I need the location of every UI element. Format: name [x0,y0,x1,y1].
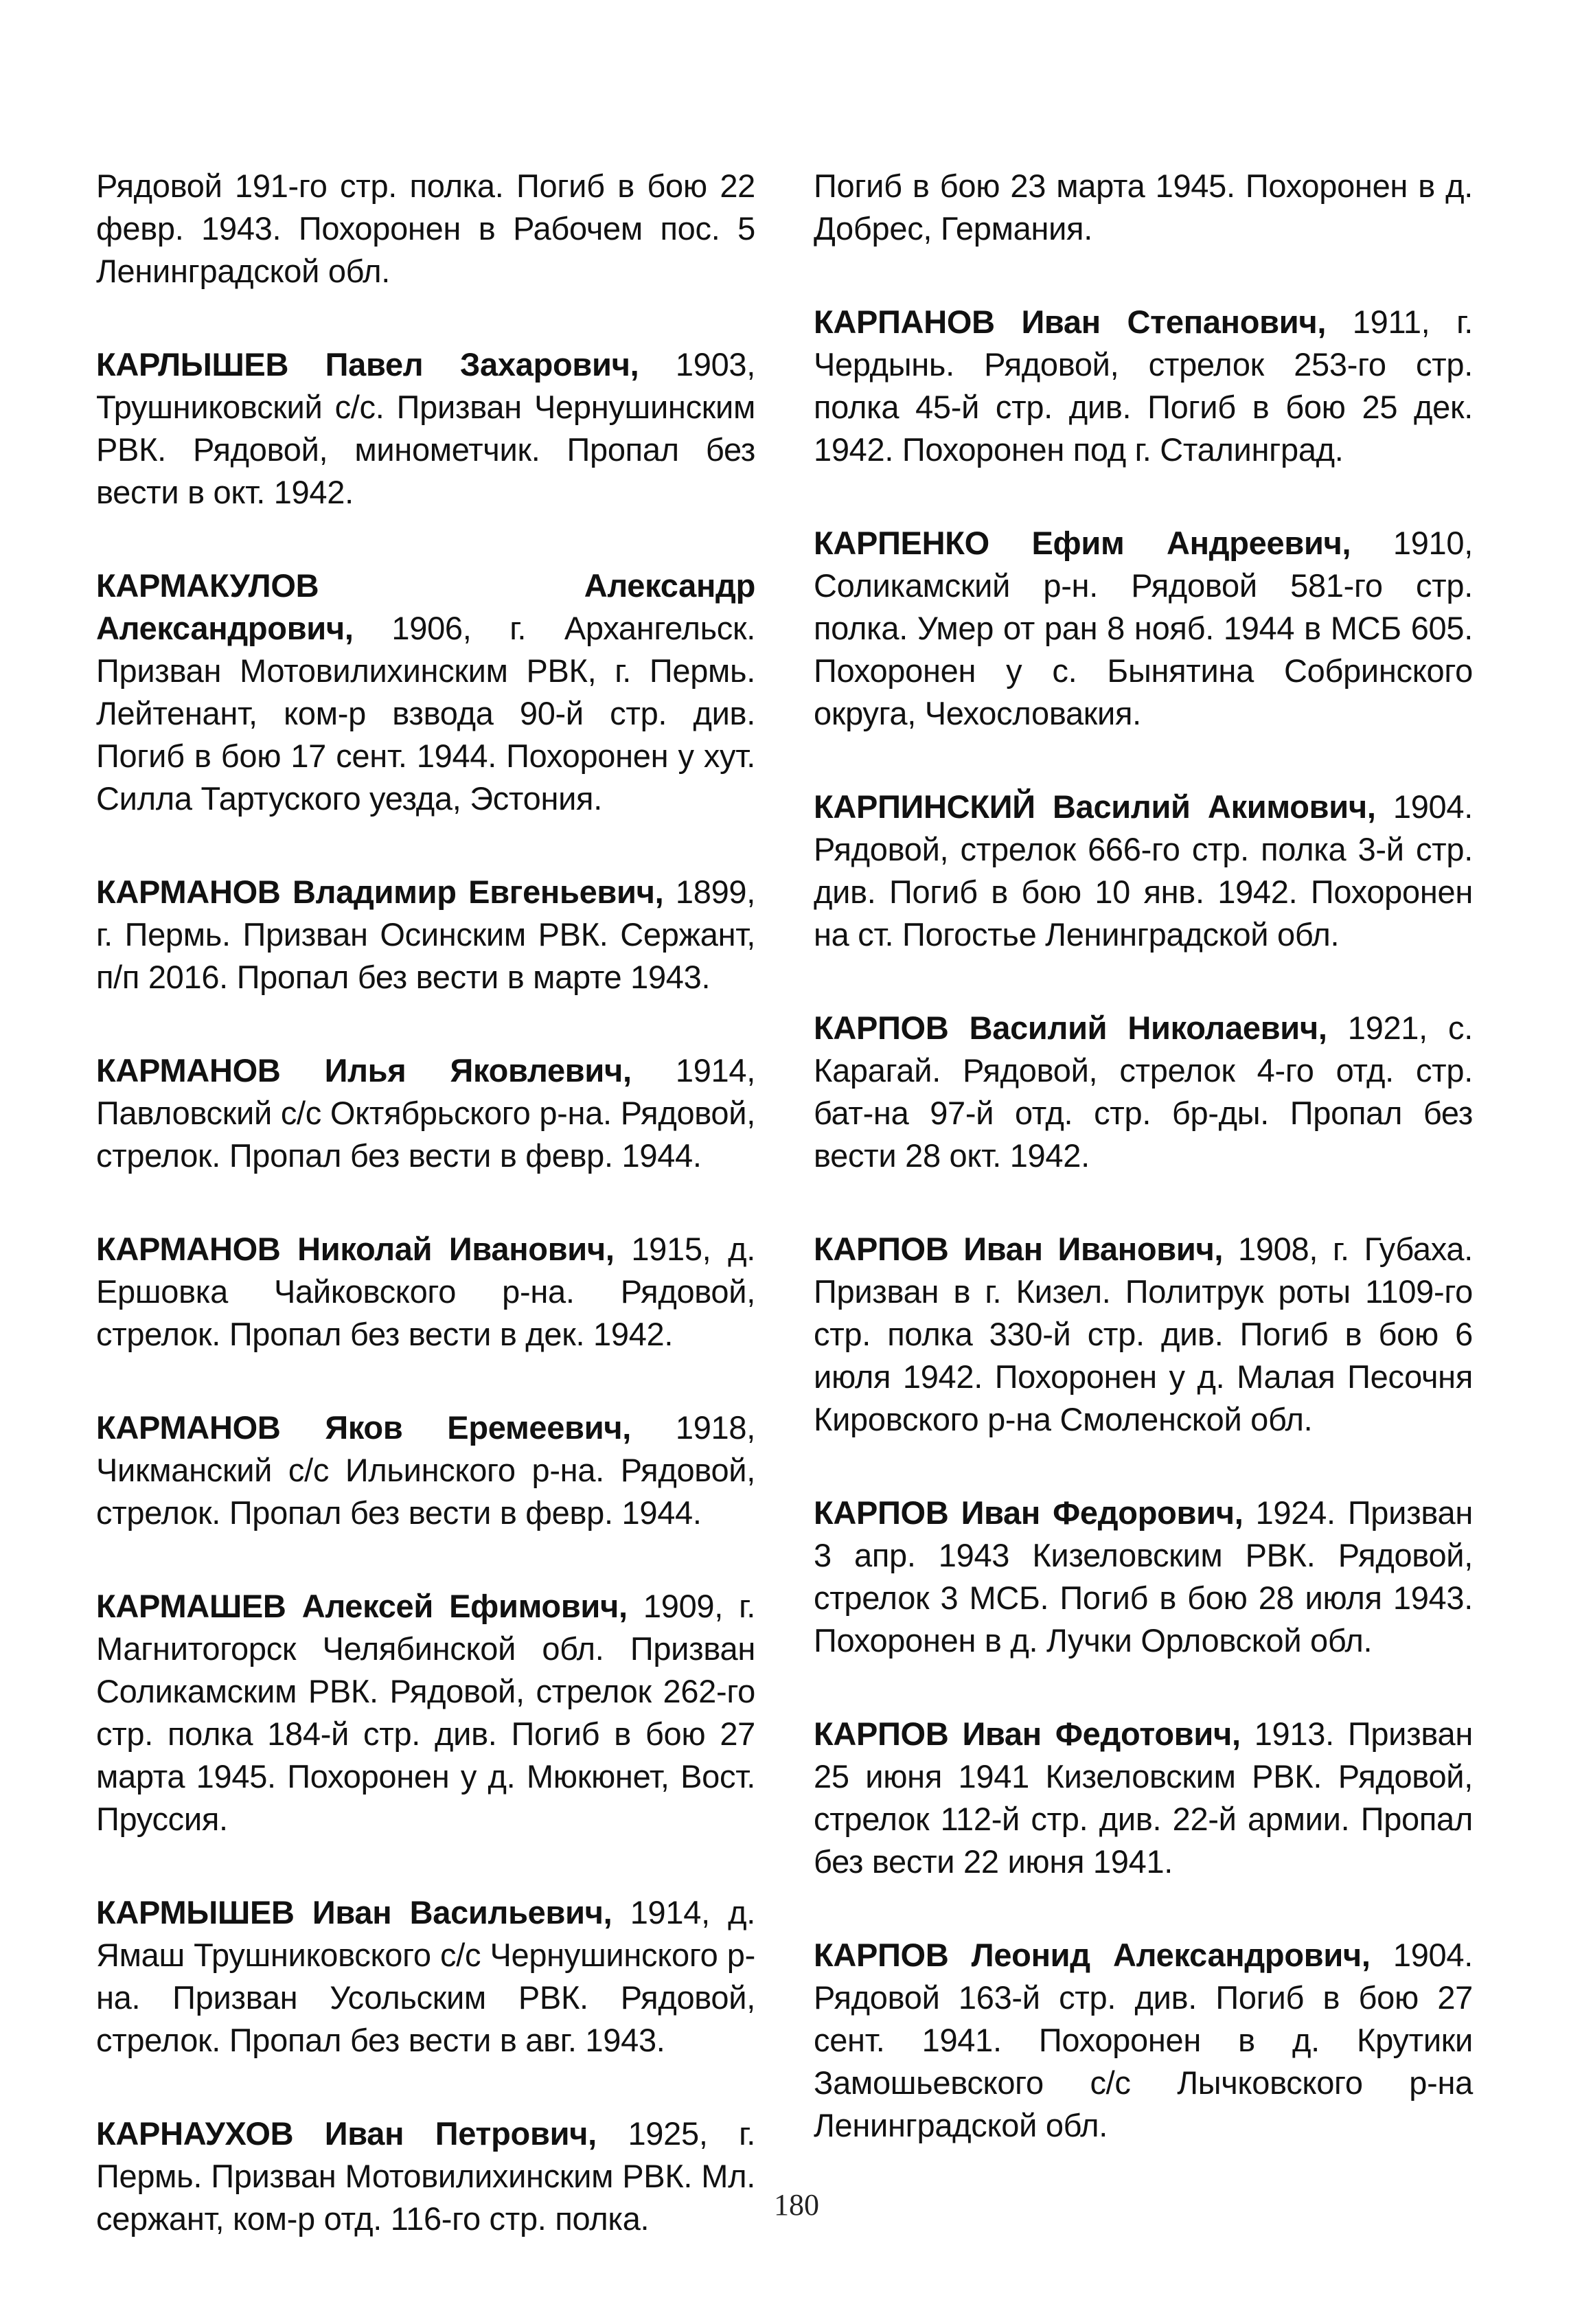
entry-name: КАРМАНОВ Николай Иванович, [96,1231,615,1267]
entry [814,1492,1473,1662]
entry [96,565,755,820]
entry-text: 1903, Трушниковский с/с. Призван Чернушинским РВК. Рядовой, минометчик. Пропал без вести в окт. 1942. [96,346,756,510]
page-number: 180 [774,2188,819,2222]
entry-text: 1925, г. Пермь. Призван Мотовилихинским РВК. Мл. сержант, ком-р отд. 116-го стр. полка. [96,2115,755,2237]
entry-text: 1909, г. Магнитогорск Челябинской обл. Призван Соликамским РВК. Рядовой, стрелок 262-го стр. полка 184-й стр. див. Погиб в бою 27 марта 1945. Похоронен у д. Мюкюнет, Вост. Пруссия. [96,1588,755,1837]
entry-name: КАРМАНОВ Илья Яковлевич, [96,1052,632,1089]
entry [96,871,755,999]
entry-text: 1913. Призван 25 июня 1941 Кизеловским РВК. Рядовой, стрелок 112-й стр. див. 22-й армии. Пропал без вести 22 июня 1941. [814,1716,1473,1880]
entry-text: 1918, Чикманский с/с Ильинского р-на. Рядовой, стрелок. Пропал без вести в февр. 1944. [96,1409,755,1531]
entry-name: КАРПОВ Иван Федотович, [814,1716,1241,1752]
entry [814,522,1473,735]
entry-text: 1924. Призван 3 апр. 1943 Кизеловским РВК. Рядовой, стрелок 3 МСБ. Погиб в бою 28 июля 1943. Похоронен в д. Лучки Орловской обл. [814,1494,1473,1659]
entry [814,1934,1473,2147]
right-column [814,165,1473,2198]
entry-text: 1904. Рядовой 163-й стр. див. Погиб в бою 27 сент. 1941. Похоронен в д. Крутики Замошьевского с/с Лычковского р-на Ленинградской обл. [814,1937,1473,2143]
entry [814,1007,1473,1177]
entry [96,1228,755,1356]
entry [96,343,755,514]
entry [814,1228,1473,1441]
entry-text: 1908, г. Губаха. Призван в г. Кизел. Политрук роты 1109-го стр. полка 330-й стр. див. Погиб в бою 6 июля 1942. Похоронен у д. Малая Песочня Кировского р-на Смоленской обл. [814,1231,1473,1437]
entry-name: КАРМАКУЛОВ Александр Александрович, [96,567,755,646]
entry-text: 1910, Соликамский р-н. Рядовой 581-го стр. полка. Умер от ран 8 нояб. 1944 в МСБ 605. Похоронен у с. Бынятина Собринского округа, Чехословакия. [814,525,1473,731]
entry [96,1891,755,2062]
entry [96,165,755,293]
entry-text: 1915, д. Ершовка Чайковского р-на. Рядовой, стрелок. Пропал без вести в дек. 1942. [96,1231,755,1352]
entry [96,1406,755,1534]
entry-name: КАРПОВ Иван Федорович, [814,1494,1244,1531]
entry [96,1585,755,1841]
entry-name: КАРНАУХОВ Иван Петрович, [96,2115,597,2152]
entry-text: Погиб в бою 23 марта 1945. Похоронен в д. Добрес, Германия. [814,168,1473,247]
entry-name: КАРМЫШЕВ Иван Васильевич, [96,1894,612,1930]
entry [814,301,1473,471]
entry-name: КАРПОВ Василий Николаевич, [814,1010,1327,1046]
entry-name: КАРМАШЕВ Алексей Ефимович, [96,1588,628,1624]
entry [814,165,1473,250]
left-column [96,165,755,2291]
entry-text: 1899, г. Пермь. Призван Осинским РВК. Сержант, п/п 2016. Пропал без вести в марте 1943. [96,874,756,995]
entry-name: КАРПОВ Иван Иванович, [814,1231,1224,1267]
entry-text: 1914, д. Ямаш Трушниковского с/с Чернушинского р-на. Призван Усольским РВК. Рядовой, стрелок. Пропал без вести в авг. 1943. [96,1894,756,2058]
entry-name: КАРПАНОВ Иван Степанович, [814,304,1327,340]
entry-name: КАРПИНСКИЙ Василий Акимович, [814,788,1376,825]
entry [96,1049,755,1177]
entry-text: 1906, г. Архангельск. Призван Мотовилихинским РВК, г. Пермь. Лейтенант, ком-р взвода 90-й стр. див. Погиб в бою 17 сент. 1944. Похоронен у хут. Силла Тартуского уезда, Эстония. [96,610,755,817]
entry-name: КАРЛЫШЕВ Павел Захарович, [96,346,639,383]
entry-text: 1904. Рядовой, стрелок 666-го стр. полка 3-й стр. див. Погиб в бою 10 янв. 1942. Похоронен на ст. Погостье Ленинградской обл. [814,788,1473,953]
entry-text: 1921, с. Карагай. Рядовой, стрелок 4-го отд. стр. бат-на 97-й отд. стр. бр-ды. Пропал без вести 28 окт. 1942. [814,1010,1473,1174]
entry-name: КАРПОВ Леонид Александрович, [814,1937,1371,1973]
entry [814,1713,1473,1883]
entry-name: КАРМАНОВ Яков Еремеевич, [96,1409,632,1446]
entry-name: КАРПЕНКО Ефим Андреевич, [814,525,1351,561]
entry-text: 1914, Павловский с/с Октябрьского р-на. Рядовой, стрелок. Пропал без вести в февр. 1944. [96,1052,755,1174]
entry [814,786,1473,956]
entry-text: Рядовой 191-го стр. полка. Погиб в бою 22 февр. 1943. Похоронен в Рабочем пос. 5 Ленинградской обл. [96,168,755,289]
entry-name: КАРМАНОВ Владимир Евгеньевич, [96,874,664,910]
entry-text: 1911, г. Чердынь. Рядовой, стрелок 253-го стр. полка 45-й стр. див. Погиб в бою 25 дек. 1942. Похоронен под г. Сталинград. [814,304,1473,468]
